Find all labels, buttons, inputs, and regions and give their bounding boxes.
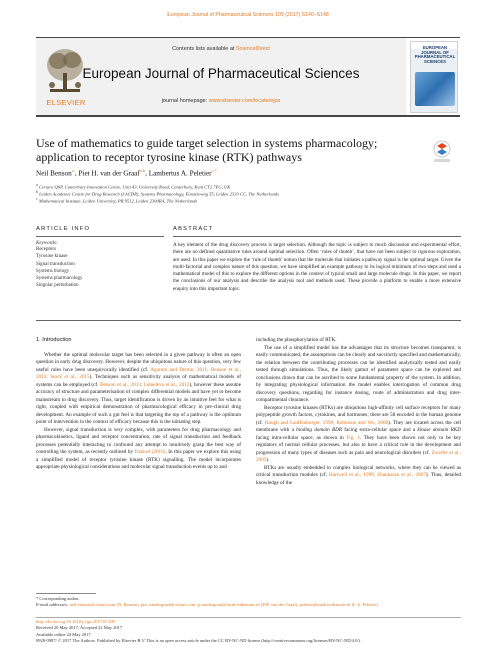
cover-artwork [415,72,455,106]
journal-homepage-line [36,98,406,104]
contents-available-line [36,46,406,52]
body-right-column [256,337,461,487]
email-links[interactable]: neil.benson@certara.com (N. Benson), piet.vandergraaf@certara.com, p.vandergraaf@lacdr.leidenuniv.nl (P.H. van der Graaf), peletier@math.leidenuniv.nl (L.A. Peletier). [69,602,379,608]
affiliation-text: Certara QSP, Canterbury Innovation Centre, Unit 43, University Road, Canterbury, Kent CT2 7FG, UK [38,184,231,190]
text-run: facing intra-cellular space, as shown in [256,434,347,441]
crossmark-icon[interactable] [432,140,452,164]
abstract-text: A key element of the drug discovery process is target selection. Although the topic is subject to much discussion and experimental effort, there are no defined quantitative rules around optimal selection. Often ‘rules of thumb’, that have not been subject to rigorous exploration, are used. In this paper we explore the ‘rule of thumb’ notion that the molecule that initiates a pathway signal is the optimal target. Given the multi-factorial and complex nature of this question, we have simplified an example pathway to its logical minimum of two steps and used a mathematical model of this to explore the different options in the context of typical small and large molecule drugs. In this paper, we report the conclusions of our analysis and describe the analysis tool and methods used. These provide a platform to enable a more extensive enquiry into this important topic. [173,242,461,292]
text-run: RTKs are usually embedded in complex biological networks, where they can be viewed as critical transduction modules (cf. [256,464,461,478]
keywords-label: Keywords: [36,241,58,246]
article-title [36,136,416,164]
paragraph [256,405,461,465]
text-run: Whether the optimal molecular target has been selected in a given pathway is often an open question in early drug discovery. However, despite the ubiquitous nature of this question, very few useful rules have been unequivocally identified (cf. [36,351,241,373]
footnote-rule [36,593,96,594]
article-metadata [36,619,466,645]
article-info-heading: ARTICLE INFO [36,226,91,232]
text-run: . In this paper we explore this using a simplified model of receptor tyrosine kinase (RTK) signalling. The model incorporates appropriate physiological considerations and molecular signal transduction events up to and [36,449,242,470]
text-run: ). They are located across the cell membrane with a [256,419,462,433]
available-online-date: Available online 24 May 2017 [36,631,91,637]
publisher-logo-text: ELSEVIER [46,98,86,107]
contents-prefix: Contents lists available at [172,46,236,52]
paragraph [36,352,241,427]
masthead-top-rule [36,37,460,38]
keywords-block [36,241,164,290]
body-left-column [36,337,241,472]
author-name[interactable]: Piet H. van der Graaf [78,169,140,178]
author-affiliation-mark: a,b [139,168,146,173]
affiliation-mark: b [36,190,38,194]
citation-link[interactable]: Agoram and Demin, 2011; Benson et al., 2012; Stock et al., 2015 [36,366,241,380]
abstract-rule [173,236,461,237]
email-label: E-mail addresses: [36,602,70,608]
license-statement: 0928-0987/ © 2017 The Authors. Published by Elsevier B.V. This is an open access article under the CC BY-NC-ND license (http://creativecommons.org/licenses/BY-NC-ND/4.0/). [36,638,362,644]
text-run: ). Techniques such as sensitivity analysis of mathematical models of systems can be employed (cf. [36,374,241,388]
keyword-item: Receptors [36,247,56,252]
paragraph [256,465,461,488]
article-title-line-1: Use of mathematics to guide target selection in systems pharmacology; [36,136,378,150]
email-addresses [36,602,466,608]
text-run: ). [266,457,270,463]
citation-link[interactable]: Danhof (2016) [134,449,166,455]
paragraph: The use of a simplified model has the advantages that its structure becomes transparent, is easily communicated, the assumptions can be clearly and succinctly specified and mathematically, the relation between the contributing processes can be identified analytically tested and easily tested through simulations. Thus, the likely gamut of parameter space can be explored and conclusions drawn that can be ascribed to some fundamental property of the system. In addition, by integrating physiological information the model enables interrogation of common drug discovery questions, regarding for instance dosing, route of administration and drug inter-compartmental clearance. [256,344,461,403]
paragraph: including the phosphorylation of RTK. [256,337,337,343]
footnote-block [36,596,466,609]
homepage-prefix: journal homepage: [161,98,209,104]
text-run: ). Thus, detailed knowledge of the [256,472,461,486]
affiliation-mark: a [36,183,38,187]
paragraph [36,427,241,472]
citation-link[interactable]: Hartwell et al., 1999; Shankaran et al., 2007 [328,472,426,478]
homepage-link[interactable]: www.elsevier.com/locate/ejps [208,98,281,104]
keyword-item: Systems biology [36,268,70,274]
text-run: . They have been shown not only to be key regulators of normal cellular processes, but also to have a critical role in the development and progression of many types of diseases such as pain and neurological disorders (cf. [256,434,462,456]
masthead-bottom-rule [36,115,460,117]
corresponding-author-note: * Corresponding author. [36,596,80,601]
figure-link[interactable]: Fig. 1 [346,434,360,441]
journal-name: European Journal of Pharmaceutical Sciences [82,66,360,81]
affiliation-text: Leiden Academic Centre for Drug Research (LACDR), Systems Pharmacology, Einsteinweg 55, Leiden 2333 CC, The Netherlands [39,191,279,197]
affiliation-mark: c [36,197,38,201]
affiliation [36,183,456,190]
keyword-item: Signal transduction [36,261,75,267]
author-affiliation-mark: c,* [211,168,217,173]
emphasis: kinase domain RKD [417,427,462,433]
text-run: facing extra-cellular space and a [342,427,418,433]
sciencedirect-link[interactable]: ScienceDirect [235,46,270,52]
article-title-line-2: application to receptor tyrosine kinase (RTK) pathways [36,150,302,164]
article-info-rule [36,236,164,237]
journal-citation[interactable]: European Journal of Pharmaceutical Sciences 109 (2017) S140–S148 [167,12,329,18]
citation-link[interactable]: Benson et al., 2013; Lebedeva et al., 2012 [100,381,190,388]
text-run: ), however these assume accuracy of structure and parameterisation of complex differential models and have yet to become mainstream in drug discovery. Thus, target identification is driven by an intuitive feel for what is right, coupled with empirical demonstration of pharmacological efficacy in pre-clinical drug development. An example of such a gut feel is that targeting the top of a pathway is the optimum point of intervention in the context of efficacy because this is the initiating step. [36,381,241,425]
citation-link[interactable]: Haugh and Lauffenburger, 1998; Robinson and Wu, 2000 [264,419,389,426]
affiliation [36,197,456,204]
citation-link[interactable]: Zweifel et al., 2005 [256,449,462,463]
doi-link[interactable]: http://dx.doi.org/10.1016/j.ejps.2017.05.049 [36,619,116,624]
emphasis: binding domain BDR [296,427,343,433]
received-accepted-dates: Received 20 May 2017; Accepted 22 May 2017 [36,625,123,631]
affiliation [36,190,456,197]
journal-cover-thumbnail [410,41,458,113]
footer-rule [36,617,461,618]
author-name[interactable]: Lambertus A. Peletier [148,169,212,178]
author-name[interactable]: Neil Benson [36,169,72,178]
cover-title: EUROPEAN JOURNAL OF PHARMACEUTICAL SCIENCES [414,45,456,64]
keyword-item: Systems pharmacology [36,276,83,282]
text-run: Receptor tyrosine kinases (RTKs) are ubiquitous high-affinity cell surface receptors for many polypeptide growth factors, cytokines, and hormones; there are 58 encoded in the human genome (cf. [256,404,461,426]
author-list: Neil Benson$^{a,}$, Piet H. van der Graaf$^{a,b}$, Lambertus A. Peletier$^{c,*}$ [36,168,217,178]
section-heading-introduction: 1. Introduction [36,337,72,343]
author-affiliation-mark: a, [71,168,75,173]
text-run: However, signal transduction is very complex, with parameters for drug pharmacology and pharmacokinetics, ligand and receptor concentration, rate of signal transduction and feedback processes potentially interacting to confound any attempt to intuitively grasp the best way of controlling the system, as recently outlined by [36,426,241,455]
keyword-item: Tyrosine kinase [36,254,68,260]
abstract-heading: ABSTRACT [173,226,214,232]
keyword-item: Singular perturbation [36,283,79,289]
affiliation-text: Mathematical Institute, Leiden University, PB 9512, Leiden 2300RA, The Netherlands [38,198,198,204]
abstract-bottom-rule [36,320,461,321]
